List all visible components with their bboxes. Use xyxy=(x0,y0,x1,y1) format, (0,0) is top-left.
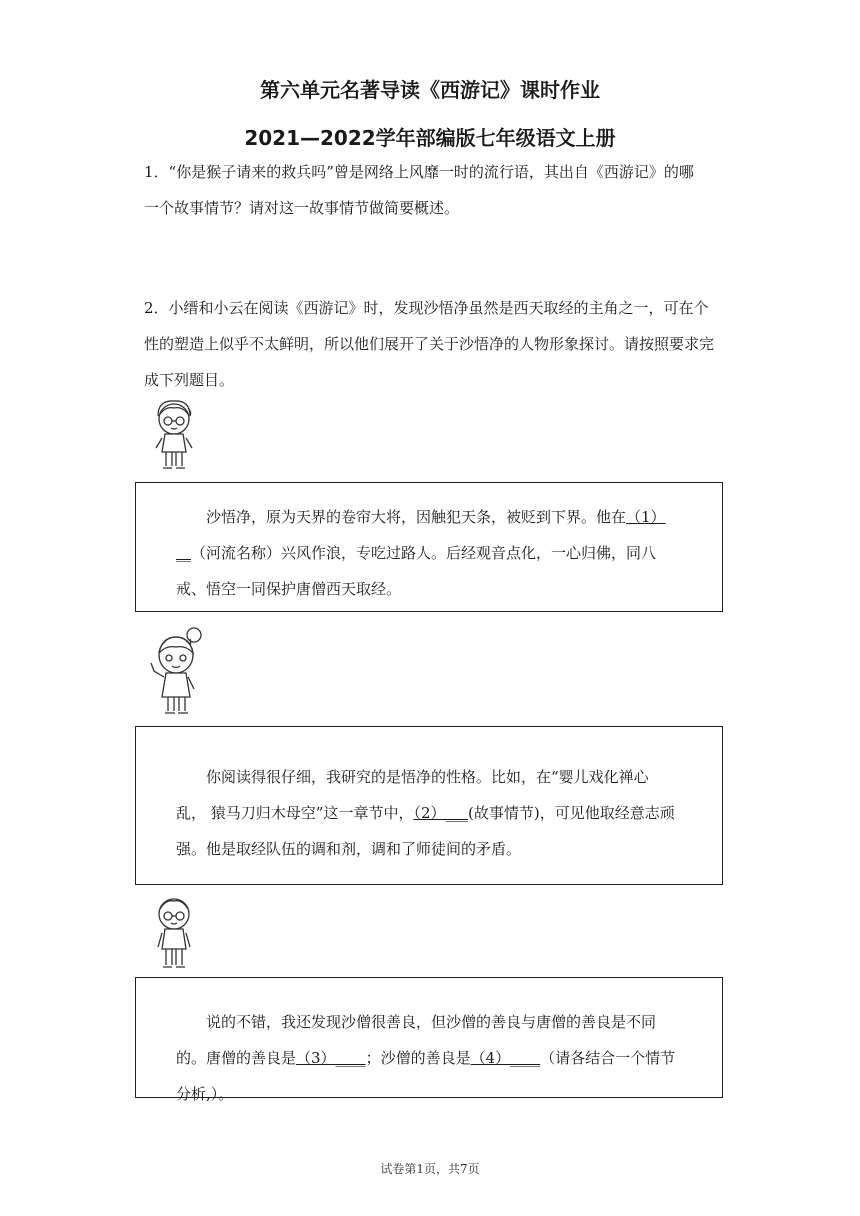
boy-cartoon-icon xyxy=(150,398,198,474)
boy-cartoon-icon-2 xyxy=(150,893,198,973)
answer-blank-1[interactable]: （1）__ xyxy=(176,508,666,562)
dialogue-box-3 xyxy=(135,977,723,1103)
answer-blank-2[interactable]: （2）___ xyxy=(413,804,468,822)
answer-blank-4[interactable]: （4）____ xyxy=(470,1049,541,1067)
question-1: 1．“你是猴子请来的救兵吗”曾是网络上风靡一时的流行语，其出自《西游记》的哪 一个故事情节？请对这一故事情节做简要概述。 xyxy=(144,163,694,217)
dialogue-box-2 xyxy=(135,726,723,885)
girl-cartoon-icon xyxy=(146,625,208,717)
dialogue-box-1 xyxy=(135,482,723,612)
page-subtitle: 2021—2022学年部编版七年级语文上册 xyxy=(244,126,616,150)
page-title: 第六单元名著导读《西游记》课时作业 xyxy=(260,78,600,102)
dialogue-text-3: 说的不错，我还发现沙僧很善良，但沙僧的善良与唐僧的善良是不同的。唐僧的善良是（3）____；沙僧的善良是（4）____（请各结合一个情节分析,）。 xyxy=(176,1013,676,1103)
question-2: 2．小缙和小云在阅读《西游记》时，发现沙悟净虽然是西天取经的主角之一，可在个 性的塑造上似乎不太鲜明，所以他们展开了关于沙悟净的人物形象探讨。请按照要求完 成下列题目。 xyxy=(144,299,715,389)
page-number: 试卷第1页，共7页 xyxy=(380,1162,480,1176)
dialogue-text-2: 你阅读得很仔细，我研究的是悟净的性格。比如，在“婴儿戏化禅心乱， 猿马刀归木母空”这一章节中，（2）___(故事情节)，可见他取经意志顽强。他是取经队伍的调和剂，调和了师徒间的矛盾。 xyxy=(176,768,675,858)
answer-blank-3[interactable]: （3）____ xyxy=(296,1049,366,1067)
dialogue-text-1: 沙悟净，原为天界的卷帘大将，因触犯天条，被贬到下界。他在（1）__（河流名称）兴风作浪，专吃过路人。后经观音点化，一心归佛，同八戒、悟空一同保护唐僧西天取经。 xyxy=(176,508,666,598)
